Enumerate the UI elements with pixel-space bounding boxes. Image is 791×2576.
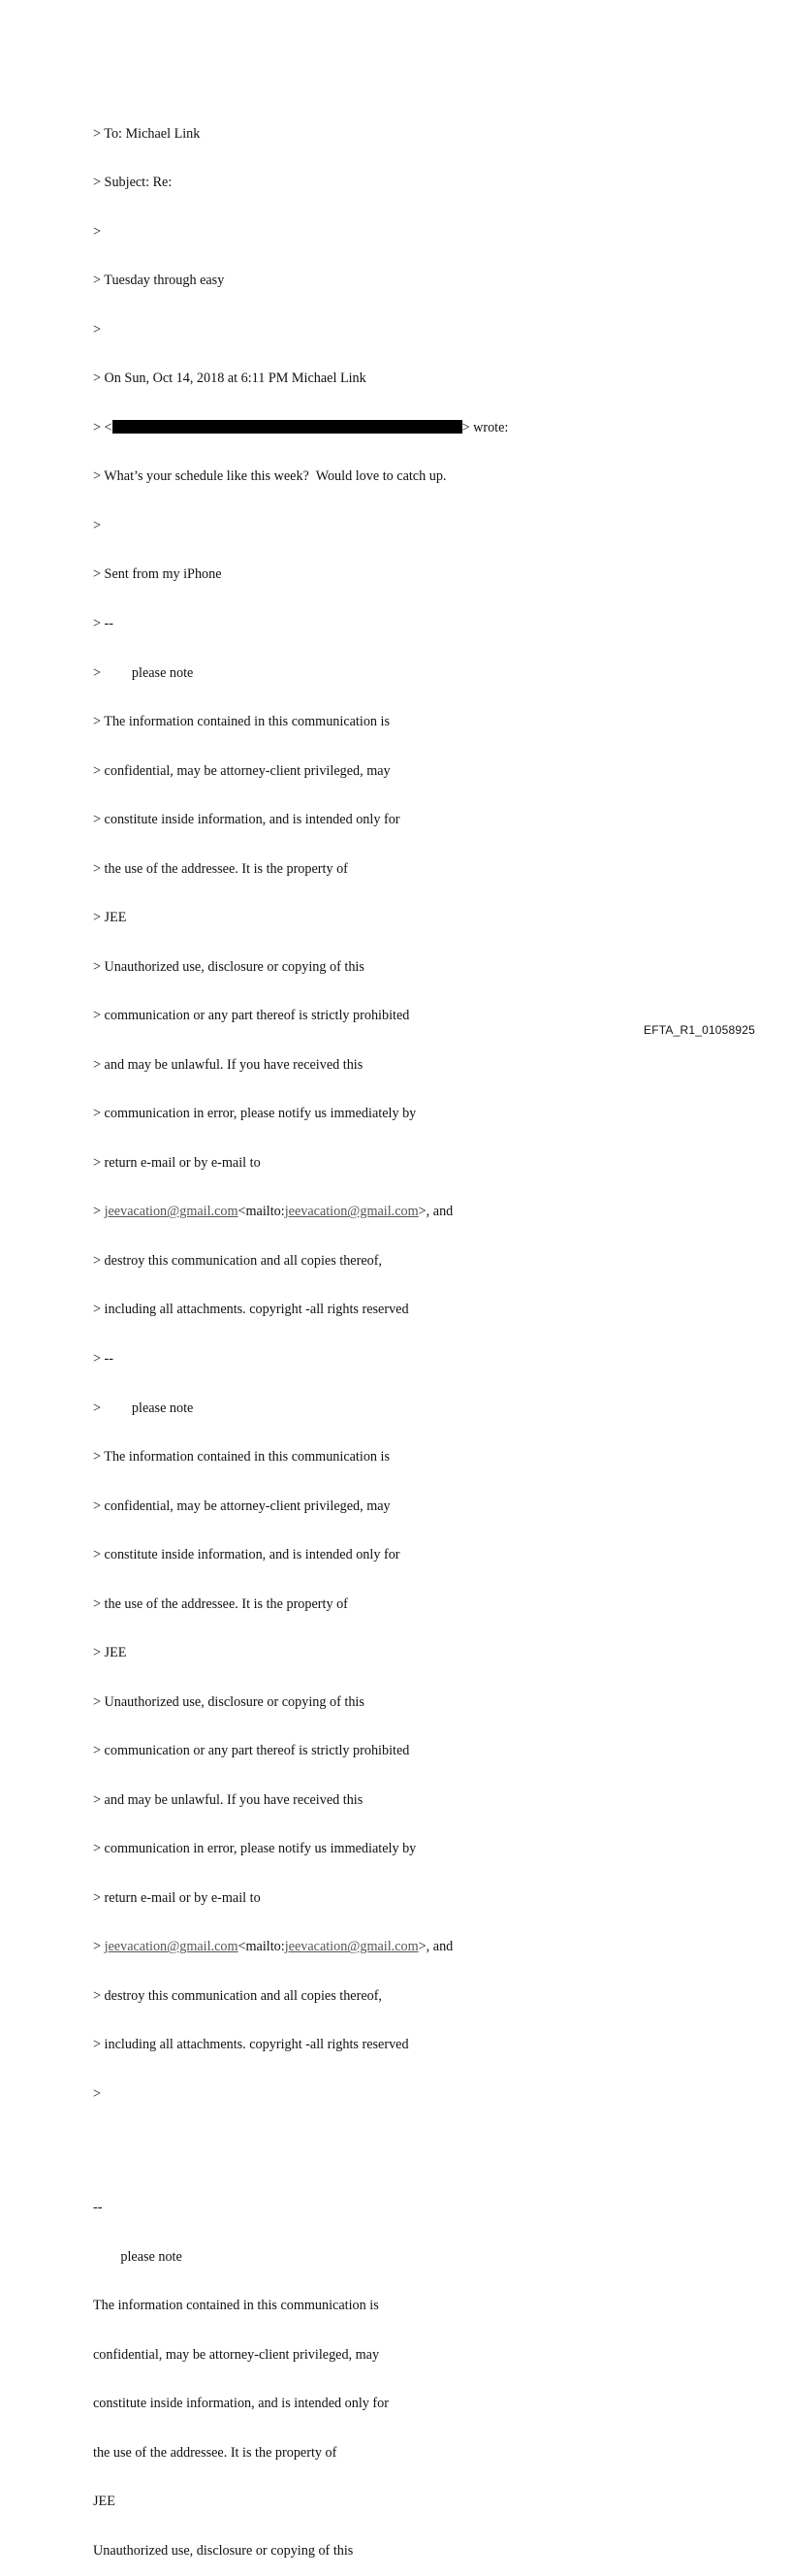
disclaimer-line: > communication in error, please notify us immediately by xyxy=(93,1106,417,1122)
signature-separator: > -- xyxy=(93,1350,113,1367)
disclaimer-line: > destroy this communication and all copies thereof, xyxy=(93,1252,382,1269)
quote-marker: > xyxy=(93,517,102,533)
disclaimer-line: > communication or any part thereof is strictly prohibited xyxy=(93,1743,410,1759)
paragraph-gap xyxy=(93,2135,508,2167)
disclaimer-line: > including all attachments. copyright -all rights reserved xyxy=(93,1302,409,1318)
disclaimer-line: > constitute inside information, and is intended only for xyxy=(93,812,400,828)
document-id: EFTA_R1_01058925 xyxy=(644,1023,756,1037)
mailto-suffix: >, and xyxy=(418,1204,454,1220)
disclaimer-line: > confidential, may be attorney-client privileged, may xyxy=(93,762,391,779)
disclaimer-email-line xyxy=(93,1204,508,1220)
disclaimer-heading: > please note xyxy=(93,664,194,681)
disclaimer-line: Unauthorized use, disclosure or copying of this xyxy=(93,2542,354,2559)
disclaimer-line: > and may be unlawful. If you have received this xyxy=(93,1056,364,1073)
attribution-line: > On Sun, Oct 14, 2018 at 6:11 PM Michael Link xyxy=(93,370,366,387)
disclaimer-line: confidential, may be attorney-client privileged, may xyxy=(93,2346,380,2363)
disclaimer-line: > JEE xyxy=(93,1645,127,1661)
disclaimer-line: > Unauthorized use, disclosure or copying of this xyxy=(93,958,364,975)
email-link[interactable]: jeevacation@gmail.com xyxy=(104,1204,238,1220)
quote-marker: > xyxy=(93,223,102,240)
disclaimer-heading: > please note xyxy=(93,1400,194,1416)
reply-text: > Tuesday through easy xyxy=(93,273,225,289)
mailto-prefix: <mailto: xyxy=(237,1939,285,1955)
quote-prefix: > xyxy=(93,1939,105,1955)
mailto-suffix: >, and xyxy=(418,1939,454,1955)
disclaimer-heading: please note xyxy=(93,2248,182,2265)
signature-separator: -- xyxy=(93,2200,103,2216)
quote-prefix: > xyxy=(93,1204,105,1220)
quote-marker: > xyxy=(93,321,102,338)
message-text: > What’s your schedule like this week? Would love to catch up. xyxy=(93,468,447,485)
mailto-link[interactable]: jeevacation@gmail.com xyxy=(284,1204,419,1220)
subject-line: > Subject: Re: xyxy=(93,175,173,191)
disclaimer-line: > The information contained in this communication is xyxy=(93,714,391,730)
email-body xyxy=(93,93,508,2576)
disclaimer-line: > JEE xyxy=(93,910,127,926)
disclaimer-line: > and may be unlawful. If you have received this xyxy=(93,1791,364,1808)
disclaimer-line: > constitute inside information, and is intended only for xyxy=(93,1547,400,1563)
disclaimer-email-line xyxy=(93,1939,508,1955)
disclaimer-line: constitute inside information, and is intended only for xyxy=(93,2396,389,2412)
attribution-prefix: > < xyxy=(93,419,112,435)
to-line: > To: Michael Link xyxy=(93,125,201,142)
disclaimer-line: > Unauthorized use, disclosure or copying of this xyxy=(93,1693,364,1710)
disclaimer-line: > the use of the addressee. It is the property of xyxy=(93,860,348,877)
signature-line: > Sent from my iPhone xyxy=(93,566,222,583)
disclaimer-line: JEE xyxy=(93,2494,115,2510)
email-link[interactable]: jeevacation@gmail.com xyxy=(104,1939,238,1955)
disclaimer-line: > The information contained in this communication is xyxy=(93,1449,391,1465)
quote-marker: > xyxy=(93,2085,102,2102)
disclaimer-line: > communication in error, please notify us immediately by xyxy=(93,1841,417,1857)
disclaimer-line: The information contained in this communication is xyxy=(93,2298,379,2314)
attribution-email-line xyxy=(93,420,508,436)
disclaimer-line: > confidential, may be attorney-client privileged, may xyxy=(93,1497,391,1514)
disclaimer-line: > including all attachments. copyright -all rights reserved xyxy=(93,2037,409,2053)
redaction-block xyxy=(112,420,462,434)
disclaimer-line: > destroy this communication and all copies thereof, xyxy=(93,1987,382,2004)
disclaimer-line: > the use of the addressee. It is the property of xyxy=(93,1595,348,1612)
mailto-link[interactable]: jeevacation@gmail.com xyxy=(284,1939,419,1955)
mailto-prefix: <mailto: xyxy=(237,1204,285,1220)
disclaimer-line: > return e-mail or by e-mail to xyxy=(93,1154,261,1171)
disclaimer-line: > return e-mail or by e-mail to xyxy=(93,1889,261,1906)
attribution-suffix: > wrote: xyxy=(461,419,509,435)
signature-separator: > -- xyxy=(93,616,113,631)
disclaimer-line: > communication or any part thereof is strictly prohibited xyxy=(93,1008,410,1024)
disclaimer-line: the use of the addressee. It is the property of xyxy=(93,2444,337,2461)
